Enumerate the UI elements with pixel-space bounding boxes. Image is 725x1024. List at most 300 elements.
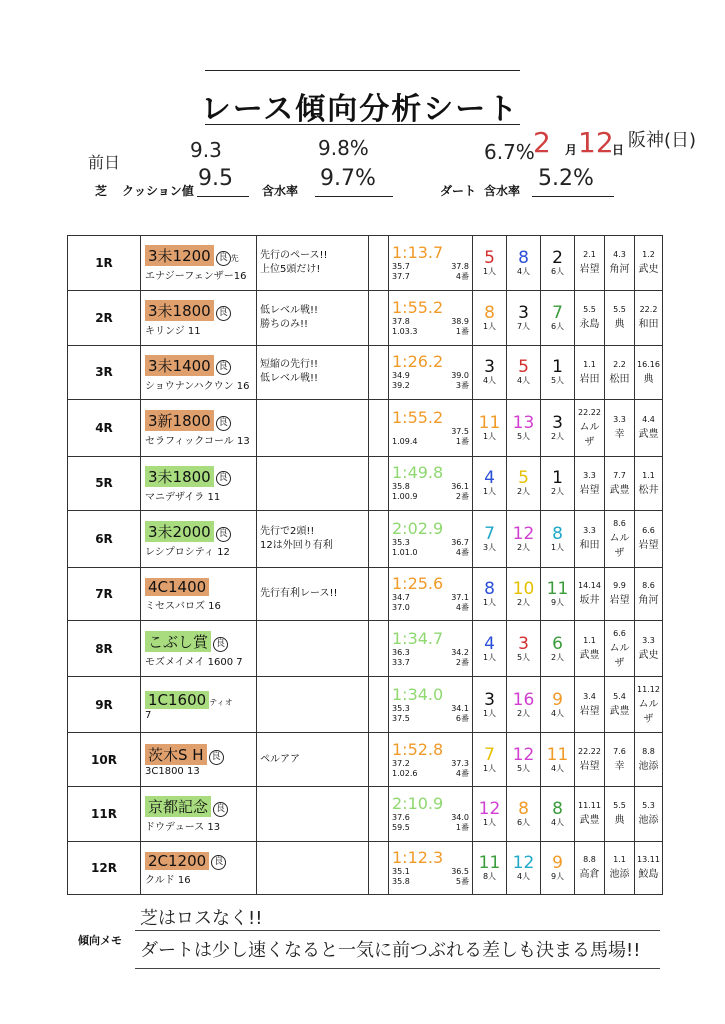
winner-horse: ミセスバロズ 16	[145, 600, 221, 612]
race-name: 3未1400	[145, 355, 214, 376]
odds-3: 8.6	[642, 581, 655, 591]
place-3-pop: 2人	[550, 431, 565, 441]
place-2	[507, 733, 541, 786]
first-half: 34.7	[392, 592, 410, 602]
place-2-number: 13	[512, 412, 535, 433]
odds-1: 22.22	[578, 747, 601, 756]
jockey-1-name: 武豊	[579, 650, 600, 662]
place-3-number: 11	[546, 744, 569, 765]
spacer-cell	[369, 786, 389, 841]
race-notes	[257, 345, 369, 400]
spacer-cell	[369, 236, 389, 291]
jockey-3-name: 武史	[638, 264, 659, 276]
spacer-cell	[369, 400, 389, 456]
jockey-2	[605, 786, 635, 841]
prev-label: 前日	[88, 153, 121, 172]
place-3	[541, 620, 575, 676]
jockey-2	[605, 841, 635, 894]
place-3	[541, 400, 575, 456]
winner-horse: エナジーフェンザー16	[145, 271, 247, 283]
place-1-number: 4	[484, 633, 495, 654]
odds-2: 1.1	[613, 855, 626, 865]
race-number: 2R	[68, 290, 141, 345]
jockey-1	[575, 567, 605, 620]
place-2-pop: 2人	[516, 597, 531, 607]
jockey-3-name: 角河	[638, 595, 659, 607]
spacer-cell	[369, 290, 389, 345]
first-half: 35.7	[392, 261, 410, 271]
race-notes	[257, 400, 369, 456]
race-name: こぶし賞	[145, 631, 211, 652]
jockey-3	[635, 567, 663, 620]
track-condition-badge: 良	[216, 416, 231, 431]
jockey-2	[605, 733, 635, 786]
time-cell	[389, 786, 473, 841]
jockey-3	[635, 841, 663, 894]
mid-lap: 59.5	[392, 822, 410, 832]
race-number: 1R	[68, 236, 141, 291]
odds-2: 8.6	[613, 518, 626, 528]
jockey-3-name: 武豊	[638, 429, 659, 441]
last-3f: 34.2	[451, 647, 469, 657]
pos-number: 1番	[455, 822, 469, 832]
mid-lap: 1.03.3	[392, 326, 418, 336]
race-info	[141, 567, 257, 620]
jockey-3-name: 池添	[638, 761, 659, 772]
time-cell	[389, 511, 473, 567]
odds-2: 5.5	[613, 305, 626, 315]
jockey-3	[635, 290, 663, 345]
dirt-label: ダート	[440, 184, 477, 198]
pos-number: 5番	[455, 876, 469, 886]
place-1-pop: 1人	[482, 266, 497, 276]
last-3f: 34.0	[451, 812, 469, 822]
winner-horse: クルド 16	[145, 874, 191, 886]
jockey-2-name: 角河	[609, 264, 630, 276]
race-info	[141, 400, 257, 456]
pos-number: 4番	[455, 547, 469, 557]
place-3	[541, 567, 575, 620]
place-1-number: 11	[478, 412, 501, 433]
jockey-1	[575, 620, 605, 676]
place-3-pop: 6人	[550, 321, 565, 331]
jockey-1	[575, 400, 605, 456]
place-2	[507, 620, 541, 676]
spacer-cell	[369, 733, 389, 786]
place-1	[473, 677, 507, 733]
track-condition-badge: 良	[216, 471, 231, 486]
place-3	[541, 677, 575, 733]
place-3-number: 8	[552, 798, 563, 819]
table-row	[68, 841, 663, 894]
memo-line-1: 芝はロスなく!!	[140, 908, 263, 929]
race-number: 12R	[68, 841, 141, 894]
odds-2: 7.6	[613, 747, 626, 756]
place-3-pop: 1人	[550, 542, 565, 552]
jockey-2-name: 岩望	[609, 595, 630, 607]
place-2-number: 5	[518, 468, 529, 489]
first-half: 35.8	[392, 482, 410, 492]
race-name: 3未1200	[145, 245, 214, 266]
place-1-pop: 8人	[482, 871, 497, 881]
last-3f: 37.3	[451, 758, 469, 768]
winning-time: 1:52.8	[392, 739, 444, 759]
place-2-pop: 5人	[516, 763, 531, 773]
moisture-label: 含水率	[262, 184, 299, 198]
table-row	[68, 345, 663, 400]
place-1-pop: 1人	[482, 431, 497, 441]
place-2	[507, 786, 541, 841]
odds-2: 5.5	[613, 801, 626, 811]
place-1	[473, 290, 507, 345]
last-3f: 38.9	[451, 316, 469, 326]
place-1	[473, 567, 507, 620]
race-name: 3未1800	[145, 300, 214, 321]
jockey-1-name: 坂井	[579, 595, 600, 607]
spacer-cell	[369, 841, 389, 894]
race-number: 11R	[68, 786, 141, 841]
winning-time: 1:13.7	[392, 242, 444, 262]
winning-time: 1:55.2	[392, 297, 444, 317]
race-name: 京都記念	[145, 796, 211, 817]
race-notes	[257, 236, 369, 291]
table-row	[68, 786, 663, 841]
winner-horse: セラフィックコール 13	[145, 436, 250, 448]
track-condition-badge: 良	[216, 527, 231, 542]
odds-3: 16.16	[637, 359, 660, 369]
place-3-number: 3	[552, 412, 563, 433]
odds-3: 11.12	[637, 684, 660, 694]
place-1-number: 8	[484, 302, 495, 323]
place-3-pop: 9人	[550, 871, 565, 881]
first-half: 36.3	[392, 647, 410, 657]
place-2-number: 12	[512, 852, 535, 873]
place-2-pop: 4人	[516, 376, 531, 386]
jockey-2	[605, 456, 635, 511]
place-1	[473, 786, 507, 841]
track-condition-badge: 良	[213, 802, 228, 817]
jockey-2	[605, 677, 635, 733]
last-3f: 37.8	[451, 261, 469, 271]
spacer-cell	[369, 511, 389, 567]
odds-3: 6.6	[642, 526, 655, 536]
place-1-pop: 1人	[482, 597, 497, 607]
place-1	[473, 345, 507, 400]
place-3	[541, 236, 575, 291]
jockey-1-name: 高倉	[579, 869, 600, 881]
jockey-1	[575, 511, 605, 567]
odds-1: 3.3	[583, 470, 596, 480]
first-half: 37.2	[392, 758, 410, 768]
winner-horse: ドウデュース 13	[145, 822, 221, 834]
place-1-pop: 1人	[482, 652, 497, 662]
jockey-1	[575, 236, 605, 291]
place-3-pop: 2人	[550, 487, 565, 497]
place-3-pop: 6人	[550, 266, 565, 276]
odds-3: 1.2	[642, 250, 655, 260]
place-3	[541, 841, 575, 894]
jockey-2	[605, 400, 635, 456]
place-1	[473, 236, 507, 291]
jockey-1	[575, 841, 605, 894]
first-half: 35.3	[392, 703, 410, 713]
jockey-1-name: 岩田	[579, 373, 600, 385]
jockey-3	[635, 786, 663, 841]
place-3-pop: 4人	[550, 817, 565, 827]
race-number: 9R	[68, 677, 141, 733]
last-3f: 36.7	[451, 537, 469, 547]
note-2: 低レベル戦!!	[260, 373, 319, 385]
place-2-pop: 4人	[516, 266, 531, 276]
jockey-1-name: 和田	[579, 540, 600, 552]
jockey-3-name: 松井	[638, 484, 659, 496]
place-1-pop: 1人	[482, 817, 497, 827]
place-2-number: 3	[518, 302, 529, 323]
jockey-3	[635, 733, 663, 786]
last-3f: 37.5	[451, 426, 469, 436]
place-2-pop: 5人	[516, 431, 531, 441]
jockey-1	[575, 290, 605, 345]
place-2-pop: 6人	[516, 817, 531, 827]
place-3-number: 1	[552, 357, 563, 378]
cushion-label: クッション値	[122, 184, 194, 198]
jockey-3-name: ムルザ	[638, 698, 659, 725]
note-2: 12は外回り有利	[260, 539, 333, 551]
place-2	[507, 567, 541, 620]
time-cell	[389, 733, 473, 786]
winner-horse: キリンジ 11	[145, 326, 201, 338]
jockey-1-name: 永島	[579, 319, 600, 331]
table-row	[68, 236, 663, 291]
prev-moisture: 9.8%	[318, 136, 369, 160]
first-half: 37.6	[392, 812, 410, 822]
race-info	[141, 786, 257, 841]
note-1: 先行のペース!!	[260, 249, 328, 261]
last-3f: 36.1	[451, 482, 469, 492]
winning-time: 1:12.3	[392, 847, 444, 867]
winner-horse: 3C1800 13	[145, 766, 200, 777]
winning-time: 1:55.2	[392, 407, 444, 427]
race-notes	[257, 786, 369, 841]
place-1-number: 3	[484, 357, 495, 378]
jockey-2	[605, 620, 635, 676]
race-notes	[257, 511, 369, 567]
odds-3: 22.2	[639, 305, 658, 315]
place-3-number: 7	[552, 302, 563, 323]
first-half: 34.9	[392, 371, 410, 381]
pos-number: 6番	[455, 713, 469, 723]
venue: 阪神(日)	[628, 130, 697, 151]
odds-2: 4.3	[613, 250, 626, 260]
jockey-1-name: 岩望	[579, 761, 600, 772]
jockey-2-name: 幸	[614, 761, 625, 772]
race-number: 4R	[68, 400, 141, 456]
place-3-pop: 4人	[550, 763, 565, 773]
jockey-1-name: ムルザ	[579, 421, 600, 448]
time-cell	[389, 456, 473, 511]
race-table	[67, 235, 663, 895]
first-half: 35.3	[392, 537, 410, 547]
note-2: 上位5頭だけ!	[260, 263, 321, 275]
place-2	[507, 290, 541, 345]
table-row	[68, 456, 663, 511]
turf-label: 芝	[95, 184, 108, 198]
place-1-pop: 1人	[482, 321, 497, 331]
race-info	[141, 236, 257, 291]
place-1	[473, 400, 507, 456]
place-3-pop: 2人	[550, 652, 565, 662]
jockey-1	[575, 345, 605, 400]
note-1: 低レベル戦!!	[260, 304, 319, 316]
jockey-3-name: 武史	[638, 650, 659, 662]
mid-lap: 1.00.9	[392, 492, 418, 502]
jockey-1	[575, 456, 605, 511]
race-name: 2C1200	[145, 852, 209, 870]
odds-1: 3.3	[583, 526, 596, 536]
jockey-1-name: 武豊	[579, 815, 600, 827]
jockey-3-name: 鮫島	[638, 869, 659, 881]
first-half: 35.1	[392, 866, 410, 876]
place-2-number: 5	[518, 357, 529, 378]
dirt-prev-moisture: 6.7%	[484, 140, 535, 164]
page-title: レース傾向分析シート	[200, 92, 520, 127]
pos-number: 2番	[455, 492, 469, 502]
odds-1: 3.4	[583, 692, 596, 702]
place-1-number: 5	[484, 247, 495, 268]
day-value: 12	[578, 126, 614, 159]
place-1-number: 7	[484, 523, 495, 544]
mid-lap: 37.5	[392, 713, 410, 723]
jockey-1-name: 岩望	[579, 264, 600, 276]
place-2-pop: 4人	[516, 871, 531, 881]
place-3	[541, 456, 575, 511]
mid-lap: 33.7	[392, 657, 410, 667]
race-notes	[257, 733, 369, 786]
jockey-3	[635, 456, 663, 511]
odds-1: 8.8	[583, 855, 596, 865]
mid-lap: 37.7	[392, 271, 410, 281]
race-info	[141, 677, 257, 733]
place-1-number: 11	[478, 852, 501, 873]
place-3-number: 8	[552, 523, 563, 544]
jockey-2-name: 池添	[609, 869, 630, 881]
last-3f: 37.1	[451, 592, 469, 602]
place-3	[541, 786, 575, 841]
last-3f: 39.0	[451, 371, 469, 381]
badge-extra: 先	[230, 254, 239, 264]
table-row	[68, 733, 663, 786]
note-1: 先行で2頭!!	[260, 525, 315, 537]
odds-2: 7.7	[613, 470, 626, 480]
place-2	[507, 400, 541, 456]
jockey-1-name: 岩望	[579, 706, 600, 718]
time-cell	[389, 620, 473, 676]
mid-lap: 37.0	[392, 602, 410, 612]
place-3-number: 11	[546, 578, 569, 599]
odds-1: 1.1	[583, 359, 596, 369]
jockey-2-name: 武豊	[609, 706, 630, 718]
pos-number: 1番	[455, 436, 469, 446]
spacer-cell	[369, 677, 389, 733]
moisture-value: 9.7%	[320, 166, 376, 191]
place-2	[507, 677, 541, 733]
place-2-pop: 2人	[516, 542, 531, 552]
place-1	[473, 733, 507, 786]
race-info	[141, 620, 257, 676]
table-row	[68, 511, 663, 567]
pos-number: 4番	[455, 768, 469, 778]
track-condition-badge: 良	[213, 637, 228, 652]
jockey-2-name: 幸	[614, 429, 625, 441]
jockey-2-name: 松田	[609, 373, 630, 385]
badge-extra: ティオ	[209, 697, 233, 707]
jockey-3	[635, 400, 663, 456]
place-2-pop: 5人	[516, 652, 531, 662]
month-value: 2	[533, 126, 551, 159]
jockey-3-name: 池添	[638, 815, 659, 827]
place-2	[507, 456, 541, 511]
place-2-number: 12	[512, 523, 535, 544]
jockey-2-name: ムルザ	[609, 532, 630, 559]
mid-lap: 35.8	[392, 876, 410, 886]
first-half: 37.8	[392, 316, 410, 326]
place-2-number: 12	[512, 744, 535, 765]
place-1	[473, 620, 507, 676]
table-row	[68, 567, 663, 620]
place-2	[507, 236, 541, 291]
place-1-number: 7	[484, 744, 495, 765]
jockey-3	[635, 345, 663, 400]
winning-time: 1:34.7	[392, 628, 444, 648]
pos-number: 4番	[455, 602, 469, 612]
place-2	[507, 511, 541, 567]
pos-number: 1番	[455, 326, 469, 336]
race-notes	[257, 841, 369, 894]
jockey-2	[605, 511, 635, 567]
place-1-pop: 1人	[482, 708, 497, 718]
race-notes	[257, 456, 369, 511]
mid-lap: 1.02.6	[392, 768, 418, 778]
winning-time: 1:49.8	[392, 463, 444, 483]
winner-horse: レシプロシティ 12	[145, 547, 230, 559]
odds-1: 1.1	[583, 636, 596, 646]
race-notes	[257, 677, 369, 733]
race-info	[141, 841, 257, 894]
track-condition-badge: 良	[209, 750, 224, 765]
race-name: 1C1600	[145, 691, 209, 709]
place-3-number: 9	[552, 852, 563, 873]
odds-2: 6.6	[613, 628, 626, 638]
place-1-number: 3	[484, 689, 495, 710]
winner-horse: モズメイメイ 1600 7	[145, 657, 243, 669]
note-1: 先行有利レース!!	[260, 587, 338, 599]
memo-line-2: ダートは少し速くなると一気に前つぶれる差しも決まる馬場!!	[140, 940, 641, 961]
place-1-pop: 3人	[482, 542, 497, 552]
odds-3: 13.11	[637, 855, 660, 865]
spacer-cell	[369, 567, 389, 620]
place-1-pop: 4人	[482, 376, 497, 386]
race-notes	[257, 620, 369, 676]
track-condition-badge: 良	[216, 251, 231, 266]
place-1-number: 12	[478, 798, 501, 819]
note-2: 勝ちのみ!!	[260, 318, 309, 330]
odds-3: 5.3	[642, 801, 655, 811]
race-number: 3R	[68, 345, 141, 400]
race-info	[141, 456, 257, 511]
odds-3: 4.4	[642, 415, 655, 425]
place-3-pop: 4人	[550, 708, 565, 718]
prev-cushion: 9.3	[190, 138, 222, 162]
